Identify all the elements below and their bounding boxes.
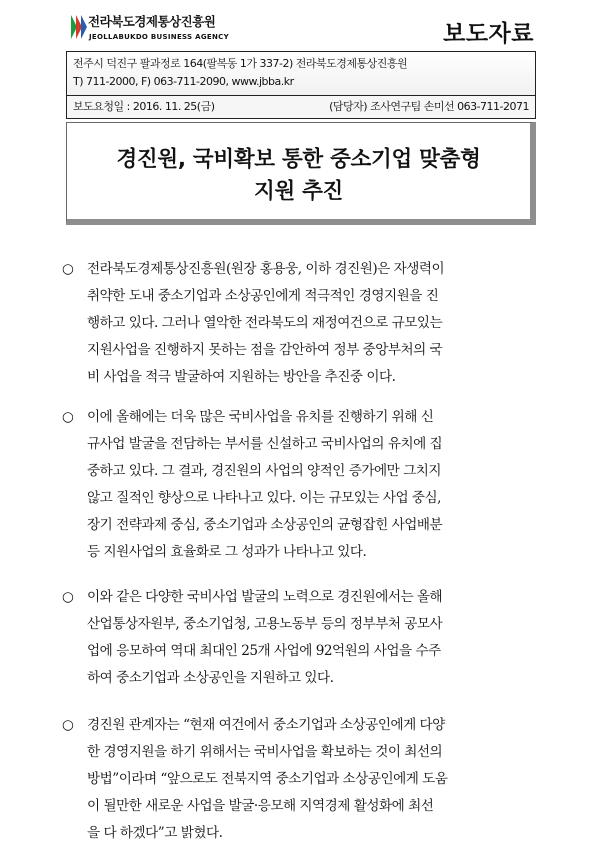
agency-logo-icon xyxy=(66,13,90,43)
org-name-english: JEOLLABUKDO BUSINESS AGENCY xyxy=(89,33,229,41)
paragraph-line: 등 지원사업의 효율화로 그 성과가 나타나고 있다. xyxy=(87,544,367,560)
letterhead xyxy=(66,11,534,55)
paragraph-line: 행하고 있다. 그러나 열악한 전라북도의 재정여건으로 규모있는 xyxy=(87,315,443,331)
address-block xyxy=(67,52,535,96)
bullet-circle-icon: ○ xyxy=(62,589,74,605)
paragraph-line: 규사업 발굴을 전담하는 부서를 신설하고 국비사업의 유치에 집 xyxy=(87,436,443,452)
paragraph-line: 방법”이라며 “앞으로도 전북지역 중소기업과 소상공인에게 도움 xyxy=(87,771,448,787)
paragraph-line: 업에 응모하여 역대 최대인 25개 사업에 92억원의 사업을 수주 xyxy=(87,643,441,659)
body-paragraph-1 xyxy=(62,256,540,391)
paragraph-line: ○ 전라북도경제통상진흥원(원장 홍용웅, 이하 경진원)은 자생력이 xyxy=(62,256,540,283)
phone-fax-web-line: T) 711-2000, F) 063-711-2090, www.jbba.kr xyxy=(73,75,294,88)
paragraph-line: 산업통상자원부, 중소기업청, 고용노동부 등의 정부부처 공모사 xyxy=(87,616,443,632)
paragraph-line: 이 될만한 새로운 사업을 발굴·응모해 지역경제 활성화에 최선 xyxy=(87,798,434,814)
paragraph-line: 을 다 하겠다”고 밝혔다. xyxy=(87,825,223,841)
paragraph-line: 지원사업을 진행하지 못하는 점을 감안하여 정부 중앙부처의 국 xyxy=(87,342,443,358)
body-paragraph-2 xyxy=(62,404,540,566)
paragraph-line: 장기 전략과제 중심, 중소기업과 소상공인의 균형잡힌 사업배분 xyxy=(87,517,443,533)
bullet-circle-icon: ○ xyxy=(62,261,74,277)
address-line: 전주시 덕진구 팔과정로 164(팔복동 1가 337-2) 전라북도경제통상진흥원 xyxy=(73,57,408,70)
paragraph-line: 비 사업을 적극 발굴하여 지원하는 방안을 추진중 이다. xyxy=(87,369,396,385)
bullet-circle-icon: ○ xyxy=(62,717,74,733)
request-date: 보도요청일 : 2016. 11. 25(금) xyxy=(73,100,215,113)
contact-row xyxy=(67,96,535,118)
headline-box xyxy=(66,122,536,225)
info-box xyxy=(66,51,536,119)
paragraph-line: 않고 질적인 향상으로 나타나고 있다. 이는 규모있는 사업 중심, xyxy=(87,490,441,506)
paragraph-line: 취약한 도내 중소기업과 소상공인에게 적극적인 경영지원을 진 xyxy=(87,288,439,304)
paragraph-line: ○ 경진원 관계자는 “현재 여건에서 중소기업과 소상공인에게 다양 xyxy=(62,712,540,739)
org-name: 전라북도경제통상진흥원 xyxy=(88,14,216,29)
paragraph-line: ○ 이와 같은 다양한 국비사업 발굴의 노력으로 경진원에서는 올해 xyxy=(62,584,540,611)
paragraph-line: 하여 중소기업과 소상공인을 지원하고 있다. xyxy=(87,670,334,686)
paragraph-line: 한 경영지원을 하기 위해서는 국비사업을 확보하는 것이 최선의 xyxy=(87,744,443,760)
headline-line-2: 지원 추진 xyxy=(253,179,344,204)
contact-person: (담당자) 조사연구팀 손미선 063-711-2071 xyxy=(329,100,529,113)
body-paragraph-3 xyxy=(62,584,540,692)
paragraph-line: 중하고 있다. 그 결과, 경진원의 사업의 양적인 증가에만 그치지 xyxy=(87,463,441,479)
body-paragraph-4 xyxy=(62,712,540,847)
document-type-label: 보도자료 xyxy=(443,21,534,47)
paragraph-line: ○ 이에 올해에는 더욱 많은 국비사업을 유치를 진행하기 위해 신 xyxy=(62,404,540,431)
bullet-circle-icon: ○ xyxy=(62,409,74,425)
headline-line-1: 경진원, 국비확보 통한 중소기업 맞춤형 xyxy=(116,147,481,172)
